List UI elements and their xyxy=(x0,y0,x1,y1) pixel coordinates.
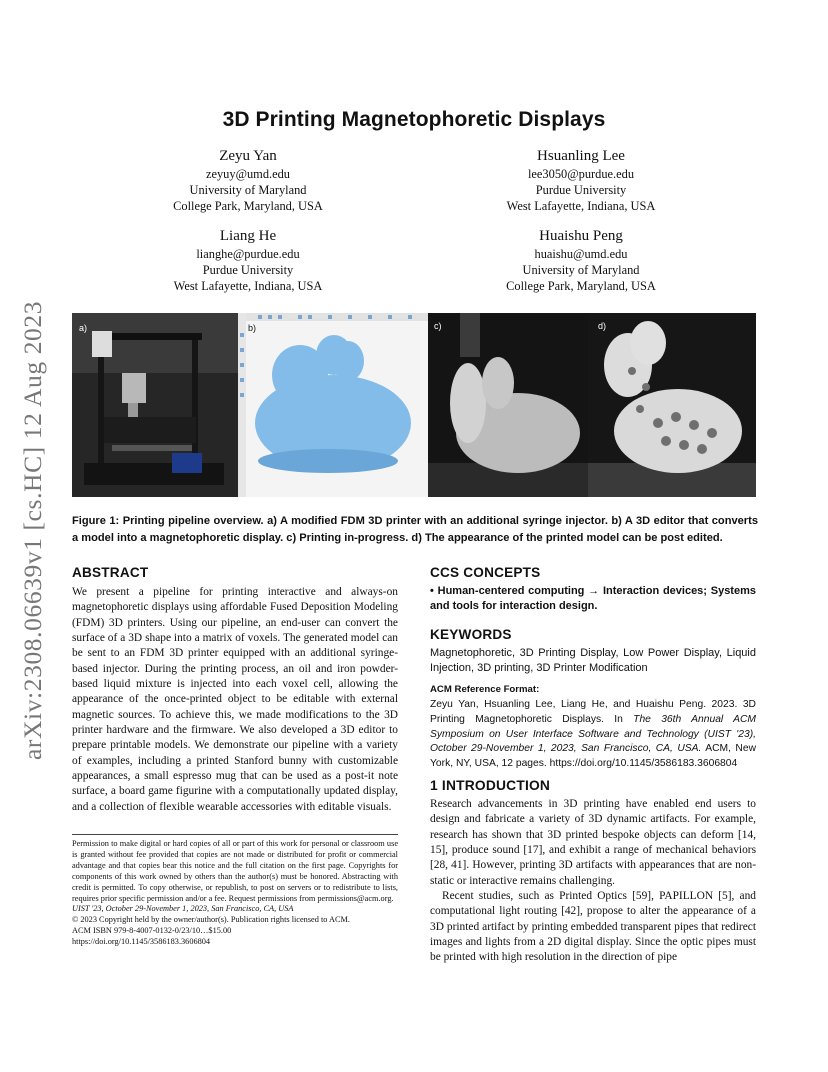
ccs-text: • Human-centered computing → Interaction devices; Systems and tools for interaction design. xyxy=(430,585,756,613)
author-location: College Park, Maryland, USA xyxy=(506,279,656,294)
figure-panel-c-printing xyxy=(428,313,588,497)
acm-ref-tail: ACM, New York, NY, USA, 12 pages. https://doi.org/10.1145/3586183.3606804 xyxy=(430,743,757,770)
keywords-heading: KEYWORDS xyxy=(430,627,512,642)
author-location: West Lafayette, Indiana, USA xyxy=(173,279,323,294)
acm-ref-text xyxy=(430,698,756,772)
author-block xyxy=(461,146,701,215)
author-block xyxy=(128,226,368,295)
author-location: College Park, Maryland, USA xyxy=(173,199,323,214)
figure-caption: Figure 1: Printing pipeline overview. a) A modified FDM 3D printer with an additional syringe injector. b) A 3D editor that converts a model into a magnetophoretic display. c) Printing in-progress. d) The appearance of the printed model can be post edited. xyxy=(72,515,758,544)
acm-ref-heading: ACM Reference Format: xyxy=(430,684,540,695)
intro-paragraph-1: Research advancements in 3D printing have enabled end users to design and fabricate a variety of 3D dynamic artifacts. For example, research has shown that 3D printed bespoke objects can deform [14, 15], produce sound [17], and exhibit a range of mechanical behaviors [28, 41]. However, printing 3D artifacts with appearances that are non-static or interactive remains challenging. xyxy=(430,798,756,887)
author-affiliation: Purdue University xyxy=(202,263,294,278)
figure-panel-a-printer xyxy=(72,313,238,497)
author-affiliation: University of Maryland xyxy=(522,263,640,278)
author-affiliation: Purdue University xyxy=(535,183,627,198)
author-name: Huaishu Peng xyxy=(539,228,623,244)
panel-label: b) xyxy=(248,323,257,333)
doi-link[interactable]: https://doi.org/10.1145/3586183.3606804 xyxy=(72,937,211,947)
abstract-heading: ABSTRACT xyxy=(72,565,149,580)
panel-label: c) xyxy=(434,321,442,331)
intro-paragraph-2: Recent studies, such as Printed Optics [59], PAPILLON [5], and computational light routing [42], propose to alter the appearance of a 3D printed artifact by printing embedded transparent pipes that redirect images and lights from a 2D digital display. Since the optic pipes must be printed with high resolution in the direction of pipe xyxy=(430,890,756,964)
isbn-line: ACM ISBN 979-8-4007-0132-0/23/10…$15.00 xyxy=(72,926,232,936)
author-email[interactable]: huaishu@umd.edu xyxy=(534,247,628,261)
footnote-block xyxy=(72,839,398,948)
author-name: Hsuanling Lee xyxy=(537,148,625,164)
acm-ref-venue: The 36th Annual ACM Symposium on User Interface Software and Technology (UIST '23), October 29-November 1, 2023, San Francisco, CA, USA. xyxy=(430,713,757,755)
acm-ref-authors: Zeyu Yan, Hsuanling Lee, Liang He, and Huaishu Peng. 2023. 3D Printing Magnetophoretic Displays. In xyxy=(430,699,756,725)
panel-label: d) xyxy=(598,321,607,331)
panel-label: a) xyxy=(79,323,88,333)
author-block xyxy=(461,226,701,295)
figure-panel-d-printed-model xyxy=(588,313,756,497)
arxiv-identifier: arXiv:2308.06639v1 [cs.HC] 12 Aug 2023 xyxy=(18,300,47,760)
author-location: West Lafayette, Indiana, USA xyxy=(506,199,656,214)
venue-line: UIST '23, October 29-November 1, 2023, San Francisco, CA, USA xyxy=(72,904,294,914)
permission-notice: Permission to make digital or hard copies of all or part of this work for personal or classroom use is granted without fee provided that copies are not made or distributed for profit or commercial advantage and that copies bear this notice and the full citation on the first page. Copyrights for components of this work owned by others than the author(s) must be honored. Abstracting with credit is permitted. To copy otherwise, or republish, to post on servers or to redistribute to lists, requires prior specific permission and/or a fee. Request permissions from permissions@acm.org. xyxy=(72,839,398,903)
copyright-line: © 2023 Copyright held by the owner/author(s). Publication rights licensed to ACM. xyxy=(72,915,350,925)
keywords-text: Magnetophoretic, 3D Printing Display, Low Power Display, Liquid Injection, 3D printing, 3D Printer Modification xyxy=(430,647,756,675)
footnote-rule xyxy=(72,834,398,835)
author-block xyxy=(128,146,368,215)
author-name: Zeyu Yan xyxy=(219,148,277,164)
figure-panel-b-editor xyxy=(238,313,428,497)
paper-title: 3D Printing Magnetophoretic Displays xyxy=(222,108,606,131)
abstract-text: We present a pipeline for printing interactive and always-on magnetophoretic displays using affordable Fused Deposition Modeling (FDM) 3D printers. Using our pipeline, an end-user can convert the surface of a 3D shape into a matrix of voxels. The generated model can be sent to an FDM 3D printer equipped with an additional syringe-based injector. During the printing process, an oil and iron powder-based liquid mixture is injected into each voxel cell, allowing the appearance of the once-printed object to be editable with external magnetic sources. To achieve this, we made modifications to the 3D printer hardware and the firmware. We also developed a 3D editor to prepare printable models. We demonstrate our pipeline with a variety of examples, including a printed Stanford bunny with customizable appearances, a small espresso mug that can be used as a post-it note surface, a board game figurine with a computationally updated display, and a collection of flexible wearable accessories with editable visuals. xyxy=(72,586,398,813)
author-affiliation: University of Maryland xyxy=(189,183,307,198)
introduction-body xyxy=(430,797,756,966)
author-name: Liang He xyxy=(219,228,277,244)
author-email[interactable]: lianghe@purdue.edu xyxy=(196,247,300,261)
author-email[interactable]: zeyuy@umd.edu xyxy=(205,167,290,181)
ccs-heading: CCS CONCEPTS xyxy=(430,565,541,580)
author-email[interactable]: lee3050@purdue.edu xyxy=(527,167,635,181)
introduction-heading: 1 INTRODUCTION xyxy=(430,778,551,793)
